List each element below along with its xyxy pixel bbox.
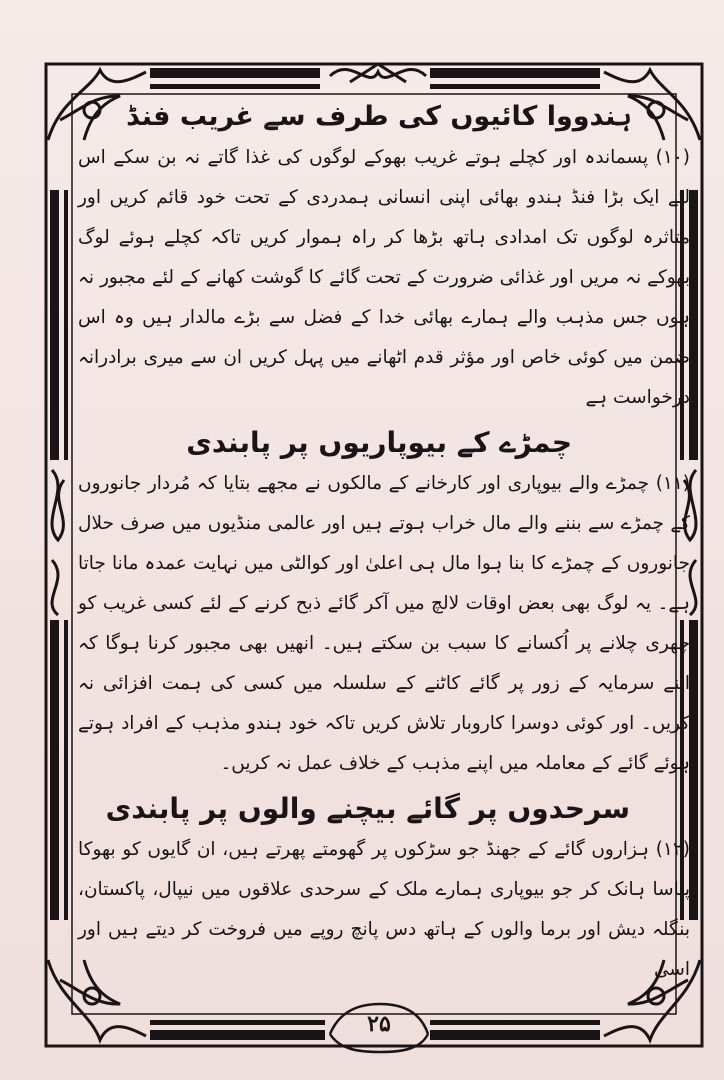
paragraph-number: (۱۱) — [655, 473, 691, 494]
paragraph — [78, 464, 690, 784]
paragraph-text: ہزاروں گائے کے جھنڈ جو سڑکوں پر گھومتے پھرتے ہیں، ان گایوں کو بھوکا پیاسا ہانک کر جو بیوپاری ہمارے ملک کے سرحدی علاقوں میں نیپال، پاکستان، بنگلہ دیش اور برما والوں کے ہاتھ دس پانچ روپے میں فروخت کر دیتے ہیں اور اسی — [78, 839, 690, 980]
paragraph-number: (۱۲) — [655, 839, 690, 860]
section-heading: ہندووا کائیوں کی طرف سے غریب فنڈ — [126, 101, 632, 132]
section-heading: سرحدوں پر گائے بیچنے والوں پر پابندی — [105, 792, 630, 825]
paragraph-text: چمڑے والے بیوپاری اور کارخانے کے مالکوں نے مجھے بتایا کہ مُردار جانوروں کے چمڑے سے بننے والے مال خراب ہوتے ہیں اور عالمی منڈیوں میں صرف حلال جانوروں کے چمڑے کا بنا ہوا مال ہی اعلیٰ اور کوالٹی میں نہایت عمدہ مانا جاتا ہے۔ یہ لوگ بھی بعض اوقات لالچ میں آکر گائے ذبح کرنے کے لئے کسی غریب کو چھری چلانے پر اُکسانے کا سبب بن سکتے ہیں۔ انھیں بھی مجبور کرنا ہوگا کہ اپنے سرمایہ کے زور پر گائے کاٹنے کے سلسلہ میں کسی کی ہمت افزائی نہ کریں۔ اور کوئی دوسرا کاروبار تلاش کریں تاکہ خود ہندو مذہب کے افراد ہوتے ہوئے گائے کے معاملہ میں اپنے مذہب کے خلاف عمل نہ کریں۔ — [78, 473, 690, 774]
paragraph — [78, 138, 690, 418]
page-body — [78, 98, 690, 1028]
page-number: ۲۵ — [367, 1011, 391, 1037]
paragraph-text: پسماندہ اور کچلے ہوتے غریب بھوکے لوگوں کی غذا گاتے نہ بن سکے اس لئے ایک بڑا فنڈ ہندو بھائی اپنی انسانی ہمدردی کے تحت خود قائم کریں اور متاثرہ لوگوں تک امدادی ہاتھ بڑھا کر راہ ہموار کریں تاکہ کچلے ہوئے لوگ بھوکے نہ مریں اور غذائی ضرورت کے تحت گائے کا گوشت کھانے کے لئے مجبور نہ ہوں جس مذہب والے ہمارے بھائی خدا کے فضل سے بڑے مالدار ہیں وہ اس ضمن میں کوئی خاص اور مؤثر قدم اٹھانے میں پہل کریں ان سے میری برادرانہ درخواست ہے — [78, 147, 690, 408]
paragraph — [78, 830, 690, 990]
section-heading: چمڑے کے بیوپاریوں پر پابندی — [186, 426, 572, 459]
paragraph-number: (۱۰) — [655, 147, 690, 168]
